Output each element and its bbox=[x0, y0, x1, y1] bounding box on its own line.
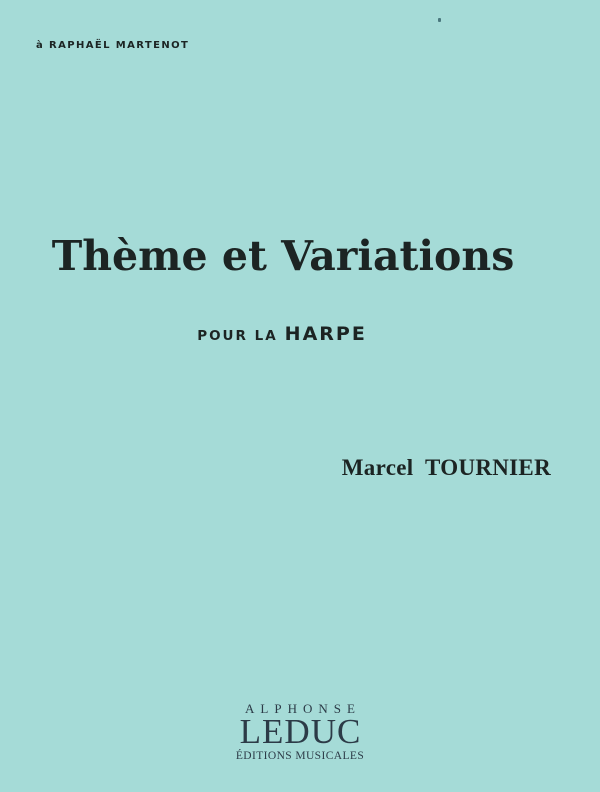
publisher-name-top: ALPHONSE bbox=[245, 701, 361, 716]
subtitle bbox=[0, 325, 564, 344]
composer-name: Marcel TOURNIER bbox=[341, 455, 551, 480]
subtitle-prefix: POUR LA bbox=[197, 328, 278, 344]
work-title: Thème et Variations bbox=[51, 232, 515, 280]
subtitle-instrument: HARPE bbox=[284, 323, 367, 345]
publisher-logo bbox=[2, 702, 598, 763]
dedication-text: à RAPHAËL MARTENOT bbox=[36, 40, 190, 51]
publisher-name-main: LEDUC bbox=[239, 712, 362, 751]
publisher-tagline: ÉDITIONS MUSICALES bbox=[235, 750, 365, 763]
print-speck bbox=[438, 18, 441, 22]
